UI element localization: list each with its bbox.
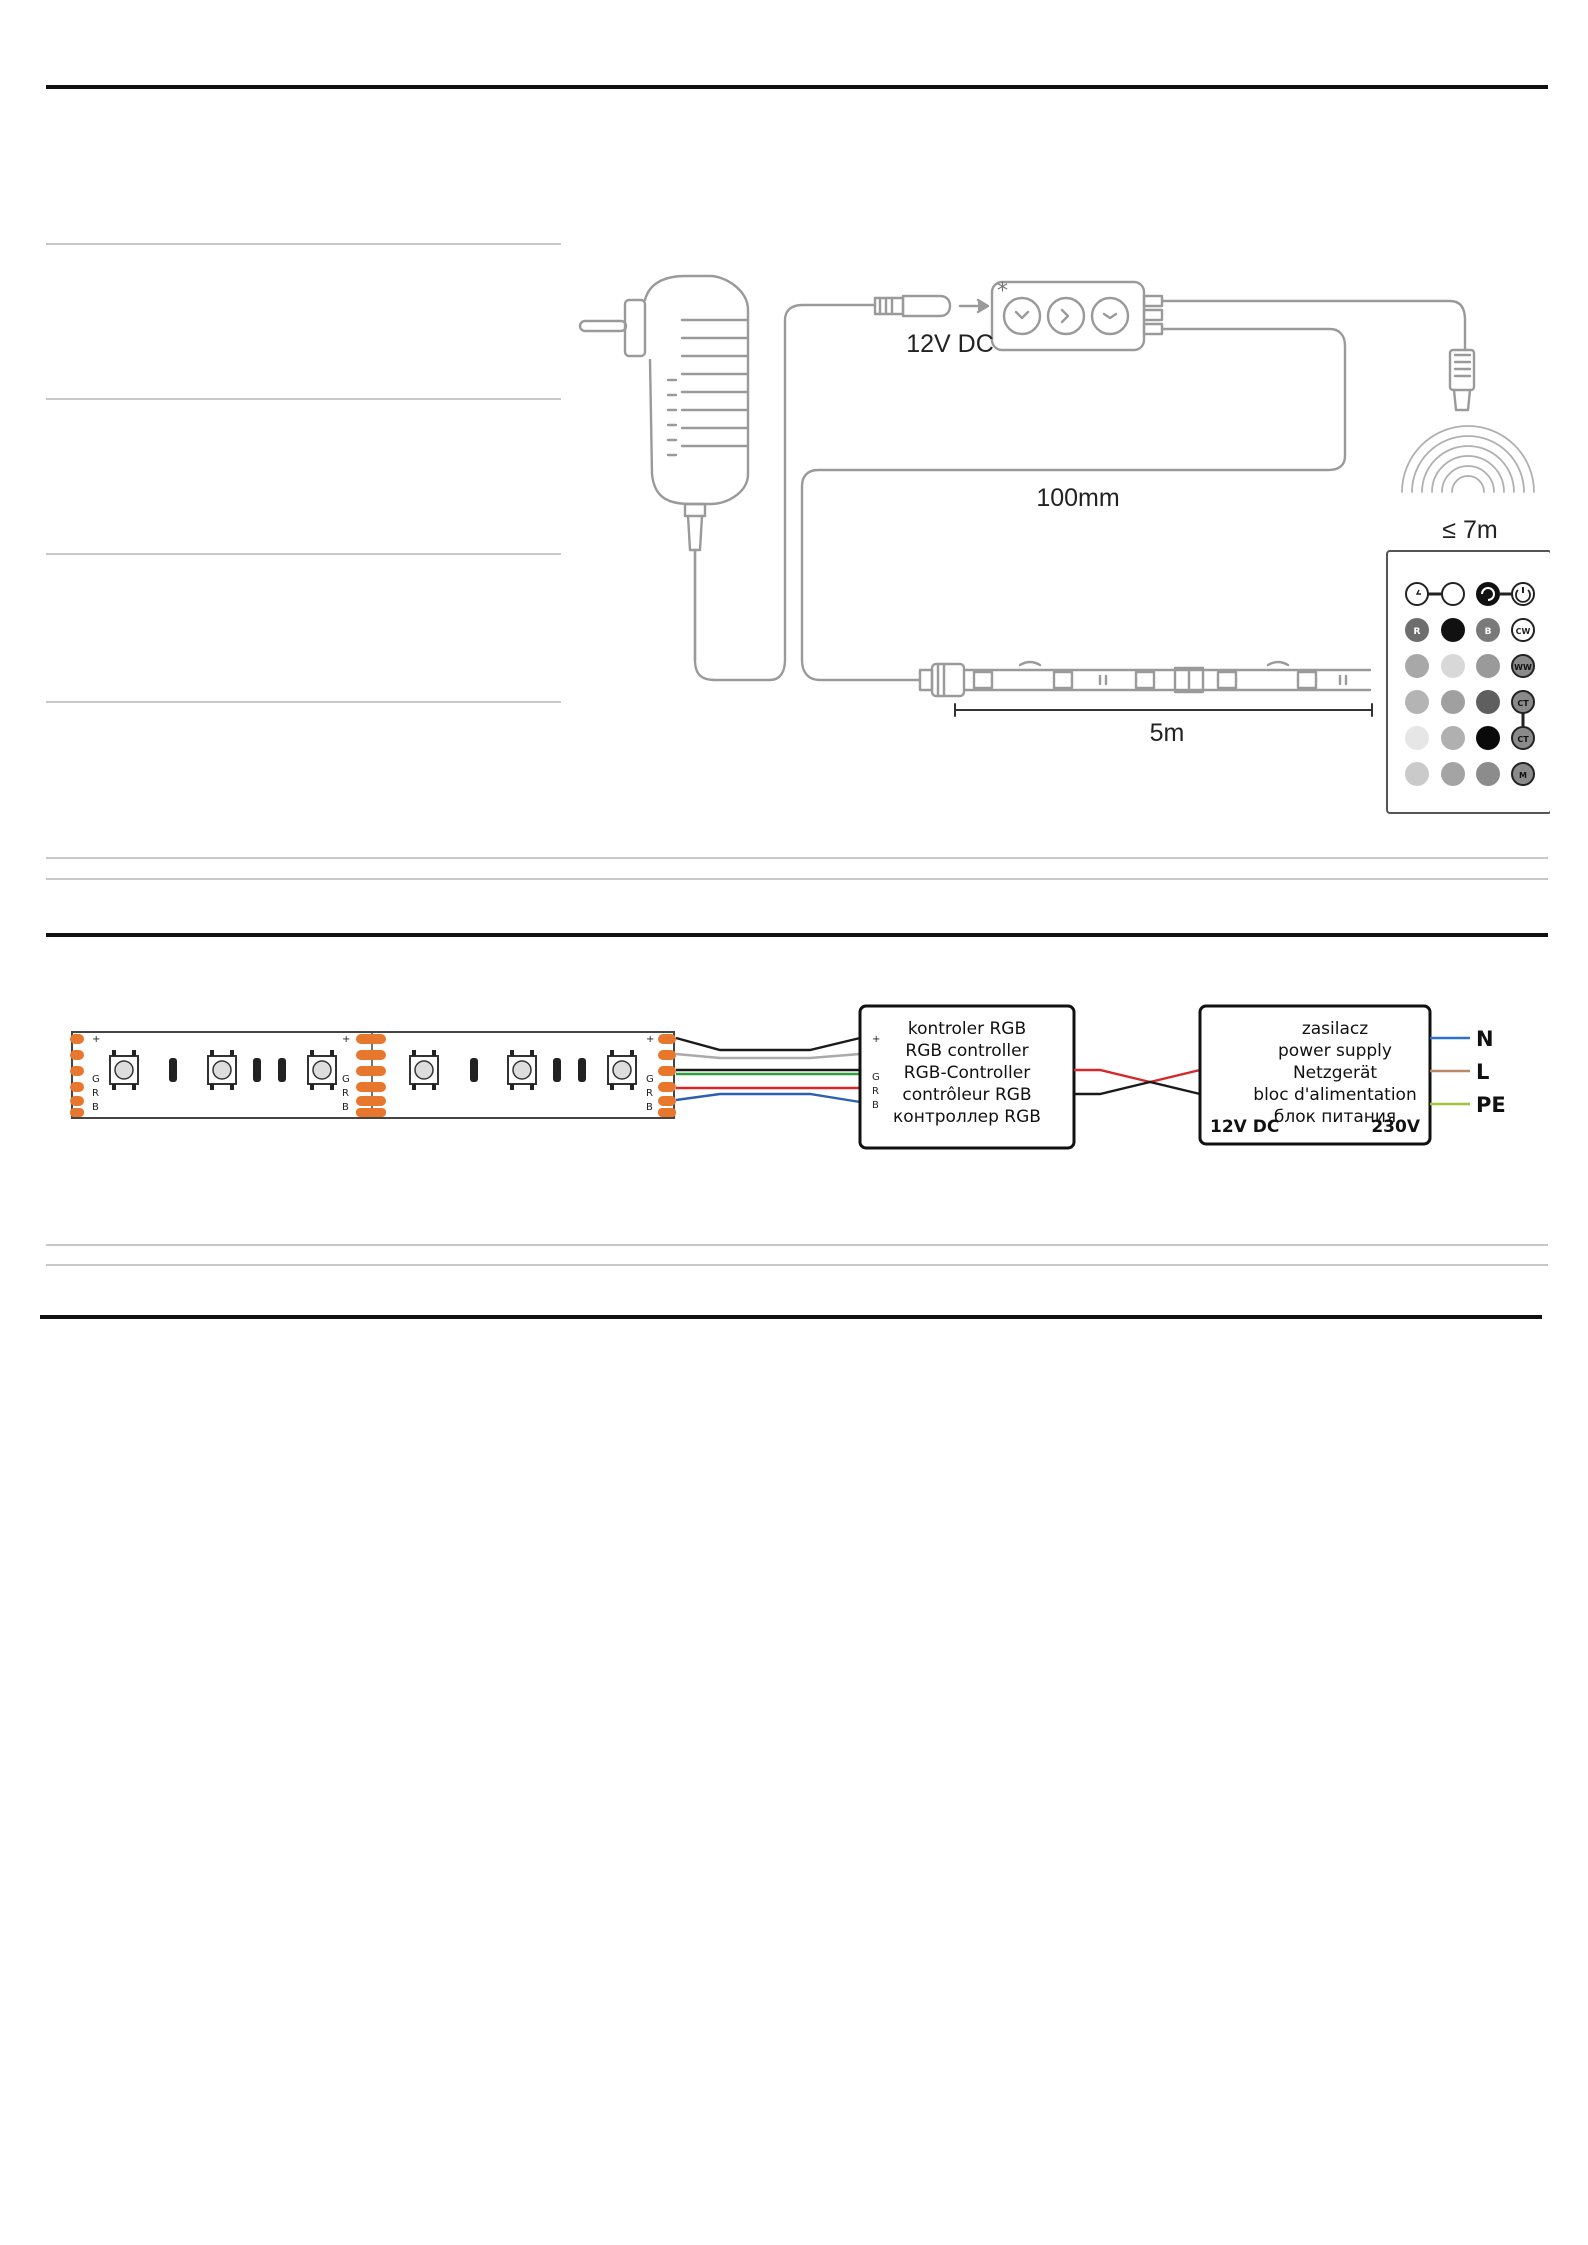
- dc-plug-icon: [875, 296, 950, 316]
- controller-label-pl: kontroler RGB: [907, 1019, 1027, 1039]
- left-divider-4: [46, 701, 561, 703]
- strip-pin-b-left: B: [92, 1102, 99, 1113]
- section-divider-4: [46, 1264, 1548, 1266]
- mains-l-label: L: [1476, 1060, 1490, 1084]
- ir-receiver-icon: [1450, 350, 1474, 410]
- led-strip-icon: [964, 662, 1370, 692]
- psu-label-pl: zasilacz: [1301, 1019, 1369, 1039]
- strip-pin-b-mid: B: [342, 1102, 349, 1113]
- section-divider-3: [46, 1244, 1548, 1246]
- mains-n-label: N: [1476, 1027, 1494, 1051]
- psu-dc-label: 12V DC: [1210, 1117, 1280, 1137]
- brightness-up-icon: [1442, 583, 1464, 605]
- controller-pin-b: B: [872, 1100, 879, 1111]
- strip-pin-r-right: R: [646, 1088, 653, 1099]
- left-divider-1: [46, 243, 561, 245]
- rgb-controller-box: [860, 1006, 1074, 1148]
- power-adapter-icon: [580, 276, 748, 550]
- top-rule: [46, 85, 1548, 89]
- remote-button-b: B: [1484, 627, 1492, 637]
- wiring-diagram: [60, 990, 1550, 1170]
- strip-pin-r-mid: R: [342, 1088, 349, 1099]
- remote-button-m: M: [1519, 771, 1527, 780]
- power-supply-box: [1200, 1006, 1430, 1144]
- strip-connector-icon: [920, 664, 964, 696]
- label-range: ≤ 7m: [1442, 516, 1498, 544]
- remote-button-r: R: [1413, 627, 1421, 637]
- installation-diagram: [570, 260, 1550, 820]
- psu-ac-label: 230V: [1371, 1117, 1420, 1137]
- psu-label-de: Netzgerät: [1292, 1063, 1378, 1083]
- left-divider-3: [46, 553, 561, 555]
- controller-label-ru: контроллер RGB: [893, 1107, 1041, 1127]
- bottom-rule: [40, 1315, 1542, 1319]
- strip-pin-g-right: G: [646, 1074, 654, 1085]
- ir-signal-icon: [1402, 426, 1534, 492]
- remote-button-ct-1: CT: [1517, 699, 1529, 708]
- rgb-strip: [70, 1032, 676, 1118]
- psu-label-en: power supply: [1278, 1041, 1392, 1061]
- section-divider-2: [46, 878, 1548, 880]
- psu-label-fr: bloc d'alimentation: [1253, 1085, 1417, 1105]
- left-divider-2: [46, 398, 561, 400]
- mode-cycle-icon: [1477, 583, 1499, 605]
- strip-pin-g-mid: G: [342, 1074, 350, 1085]
- controller-pin-g: G: [872, 1072, 880, 1083]
- controller-pin-r: R: [872, 1086, 879, 1097]
- section-divider-1: [46, 857, 1548, 859]
- controller-label-en: RGB controller: [905, 1041, 1029, 1061]
- strip-pin-r-left: R: [92, 1088, 99, 1099]
- label-12v-dc: 12V DC: [906, 330, 994, 358]
- label-100mm: 100mm: [1036, 484, 1120, 512]
- remote-button-ct-2: CT: [1517, 735, 1529, 744]
- middle-rule: [46, 933, 1548, 937]
- mains-pe-label: PE: [1476, 1093, 1506, 1117]
- controller-pin-plus: +: [872, 1034, 881, 1045]
- strip-pin-plus-mid: +: [342, 1034, 351, 1045]
- label-strip-length: 5m: [1149, 719, 1185, 747]
- controller-label-de: RGB-Controller: [903, 1063, 1031, 1083]
- strip-pin-plus-left: +: [92, 1034, 101, 1045]
- remote-button-cw: CW: [1515, 627, 1531, 636]
- svg-text:*: *: [997, 279, 1008, 304]
- strip-pin-b-right: B: [646, 1102, 653, 1113]
- controller-label-fr: contrôleur RGB: [902, 1085, 1032, 1105]
- remote-button-ww: WW: [1514, 663, 1532, 672]
- ir-remote: [1387, 551, 1550, 813]
- controller-icon: [992, 282, 1162, 350]
- psu-label-ru: блок питания: [1273, 1107, 1397, 1127]
- strip-pin-g-left: G: [92, 1074, 100, 1085]
- strip-pin-plus-right: +: [646, 1034, 655, 1045]
